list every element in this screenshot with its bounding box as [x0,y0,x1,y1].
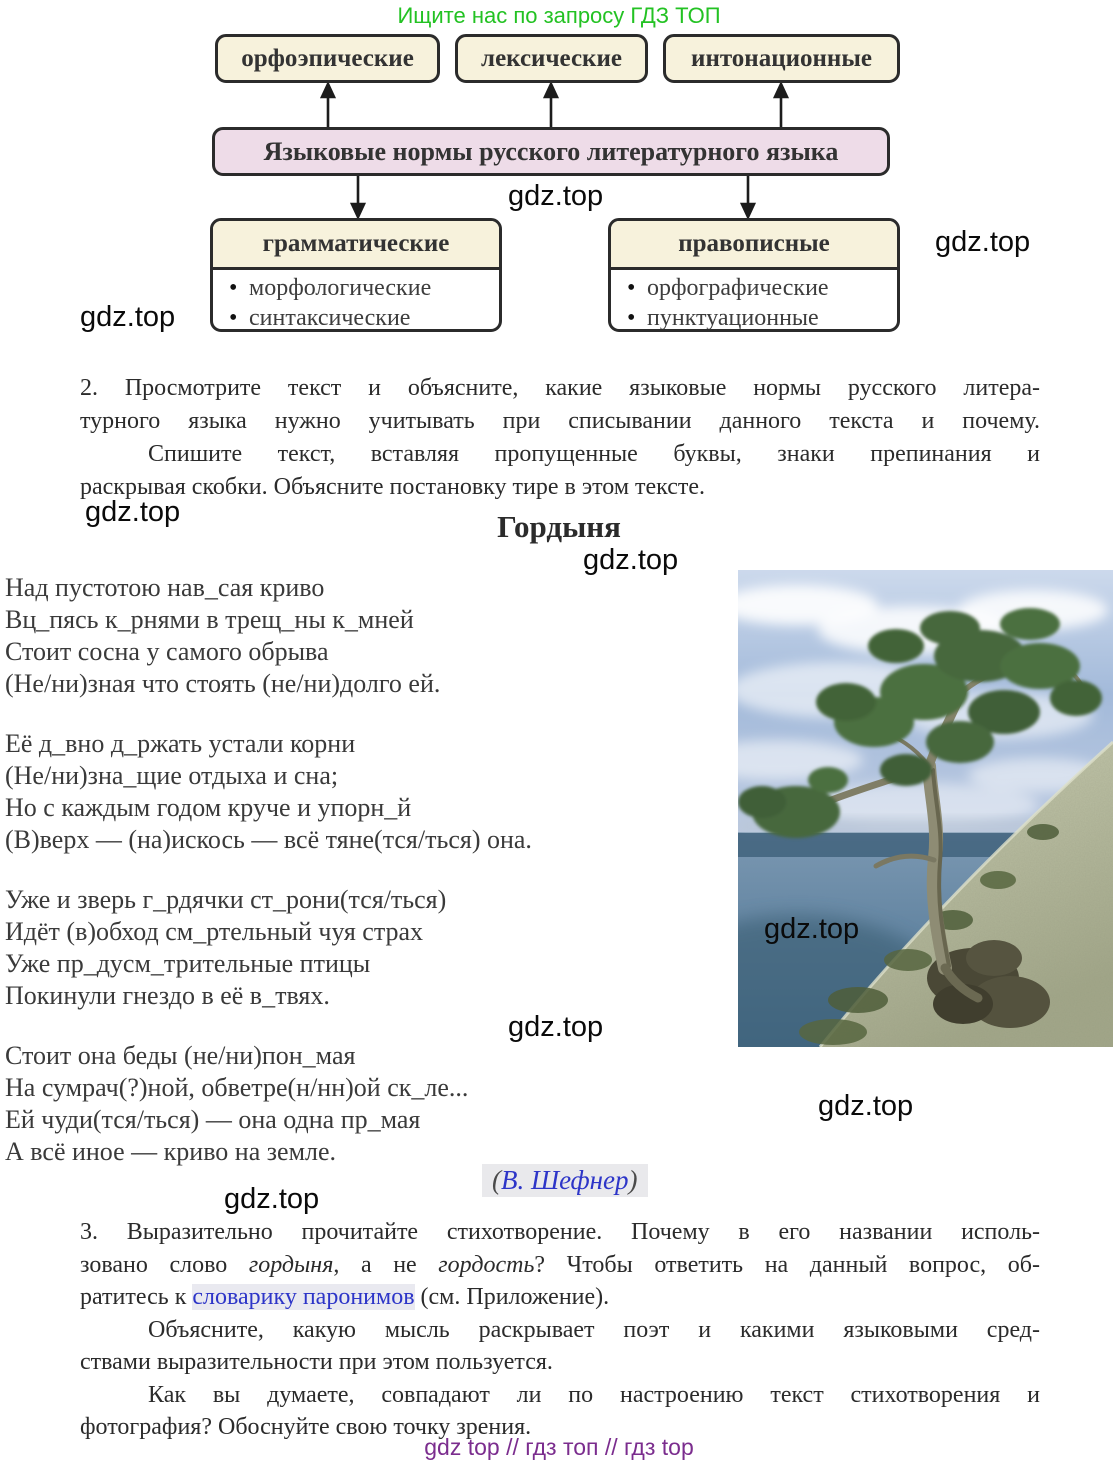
arrow-down-1 [352,176,364,217]
task-3-text: зовано слово [80,1251,249,1278]
watermark: gdz.top [818,1090,914,1122]
arrow-down-2 [742,176,754,217]
diagram-top-box-lexical: лексические [455,34,648,83]
watermark: gdz.top [935,226,1031,258]
poem-line: (В)верх — (на)искось — всё тяне(тся/ться) она. [5,825,532,854]
task-2-paragraph [80,372,1040,504]
task-3-text: , а не [333,1251,439,1278]
watermark: gdz.top [224,1183,320,1215]
group-items [213,270,499,332]
term-gordynya: гордыня [248,1251,334,1278]
task-3-line [80,1249,1040,1282]
watermark: gdz.top [508,1011,604,1043]
diagram-top-box-orthoepic: орфоэпические [215,34,440,83]
arrow-up-1 [322,84,334,127]
watermark: gdz.top [764,913,860,945]
poem-stanza-3 [5,884,735,1012]
poem-line: Но с каждым годом круче и упорн_й [5,793,412,822]
promo-banner: Ищите нас по запросу ГДЗ ТОП [397,3,721,28]
task-3-line: 3. Выразительно прочитайте стихотворение. Почему в его названии исполь- [80,1219,1040,1245]
task-3-text: ратитесь к [80,1284,193,1310]
arrow-up-2 [545,84,557,127]
group-item: • орфографические [625,273,897,303]
watermark: gdz.top [85,496,181,528]
poem [5,572,735,1196]
poem-line: Вц_пясь к_рнями в трещ_ны к_мней [5,605,414,634]
task-2-line: 2. Просмотрите текст и объясните, какие языковые нормы русского литера- [80,375,1040,401]
cliff-pine-photo [738,570,1113,1047]
poem-line: Ей чуди(тся/ться) — она одна пр_мая [5,1105,421,1134]
task-2-line: раскрывая скобки. Объясните постановку тире в этом тексте. [80,474,706,500]
poem-title: Гордыня [497,509,621,544]
poem-stanza-1 [5,572,735,700]
task-2-line: Спишите текст, вставляя пропущенные буквы, знаки препинания и [148,441,1040,467]
author-name: В. Шефнер [501,1165,629,1195]
author-paren: ) [628,1165,638,1195]
diagram-group-grammatical [210,218,502,332]
poem-line: Уже пр_дусм_трительные птицы [5,949,371,978]
task-3-line: Как вы думаете, совпадают ли по настроению текст стихотворения и [148,1381,1040,1408]
poem-line: Покинули гнездо в её в_твях. [5,981,330,1010]
task-3-line: ствами выразительности при этом пользуется. [80,1349,553,1375]
diagram-center-box: Языковые нормы русского литературного языка [212,127,890,176]
poem-line: (Не/ни)зна_щие отдыха и сна; [5,761,339,790]
group-item: • синтаксические [227,303,499,332]
watermark: gdz.top [583,544,679,576]
task-3-text: ? Чтобы ответить на данный вопрос, об- [534,1251,1040,1278]
poem-line: Идёт (в)обход см_ртельный чуя страх [5,917,424,946]
diagram-group-orthographic [608,218,900,332]
task-2-line: турного языка нужно учитывать при списывании данного текста и почему. [80,408,1040,434]
poem-line: А всё иное — криво на земле. [5,1137,337,1166]
poem-line: Стоит она беды (не/ни)пон_мая [5,1041,356,1070]
arrow-up-3 [775,84,787,127]
poem-line: Уже и зверь г_рдячки ст_рони(тся/ться) [5,885,447,914]
task-3-line: Объясните, какую мысль раскрывает поэт и какими языковыми сред- [148,1316,1040,1343]
group-item: • морфологические [227,273,499,303]
task-3-paragraph [80,1216,1040,1444]
diagram-top-box-intonation: интонационные [663,34,900,83]
footer-watermark: gdz top // гдз топ // гдз top [424,1434,694,1460]
poem-line: Стоит сосна у самого обрыва [5,637,329,666]
watermark: gdz.top [80,301,176,333]
poem-line: Над пустотою нав_сая криво [5,573,325,602]
group-item: • пунктуационные [625,303,897,332]
poem-stanza-2 [5,728,735,856]
author-paren: ( [492,1165,501,1195]
poem-line: (Не/ни)зная что стоять (не/ни)долго ей. [5,669,441,698]
poem-line: Её д_вно д_ржать устали корни [5,729,356,758]
poem-stanza-4 [5,1040,735,1168]
paronym-dictionary-link[interactable]: словарику паронимов [192,1284,415,1310]
term-gordost: гордость [438,1251,535,1278]
watermark: gdz.top [508,180,604,212]
task-3-text: (см. Приложение). [414,1284,610,1310]
group-title: правописные [611,221,897,270]
group-title: грамматические [213,221,499,270]
poem-author [482,1164,648,1197]
task-3-line: фотография? Обоснуйте свою точку зрения. [80,1414,532,1440]
task-3-line [80,1281,1040,1314]
poem-line: На сумрач(?)ной, обветре(н/нн)ой ск_ле... [5,1073,469,1102]
group-items [611,270,897,332]
